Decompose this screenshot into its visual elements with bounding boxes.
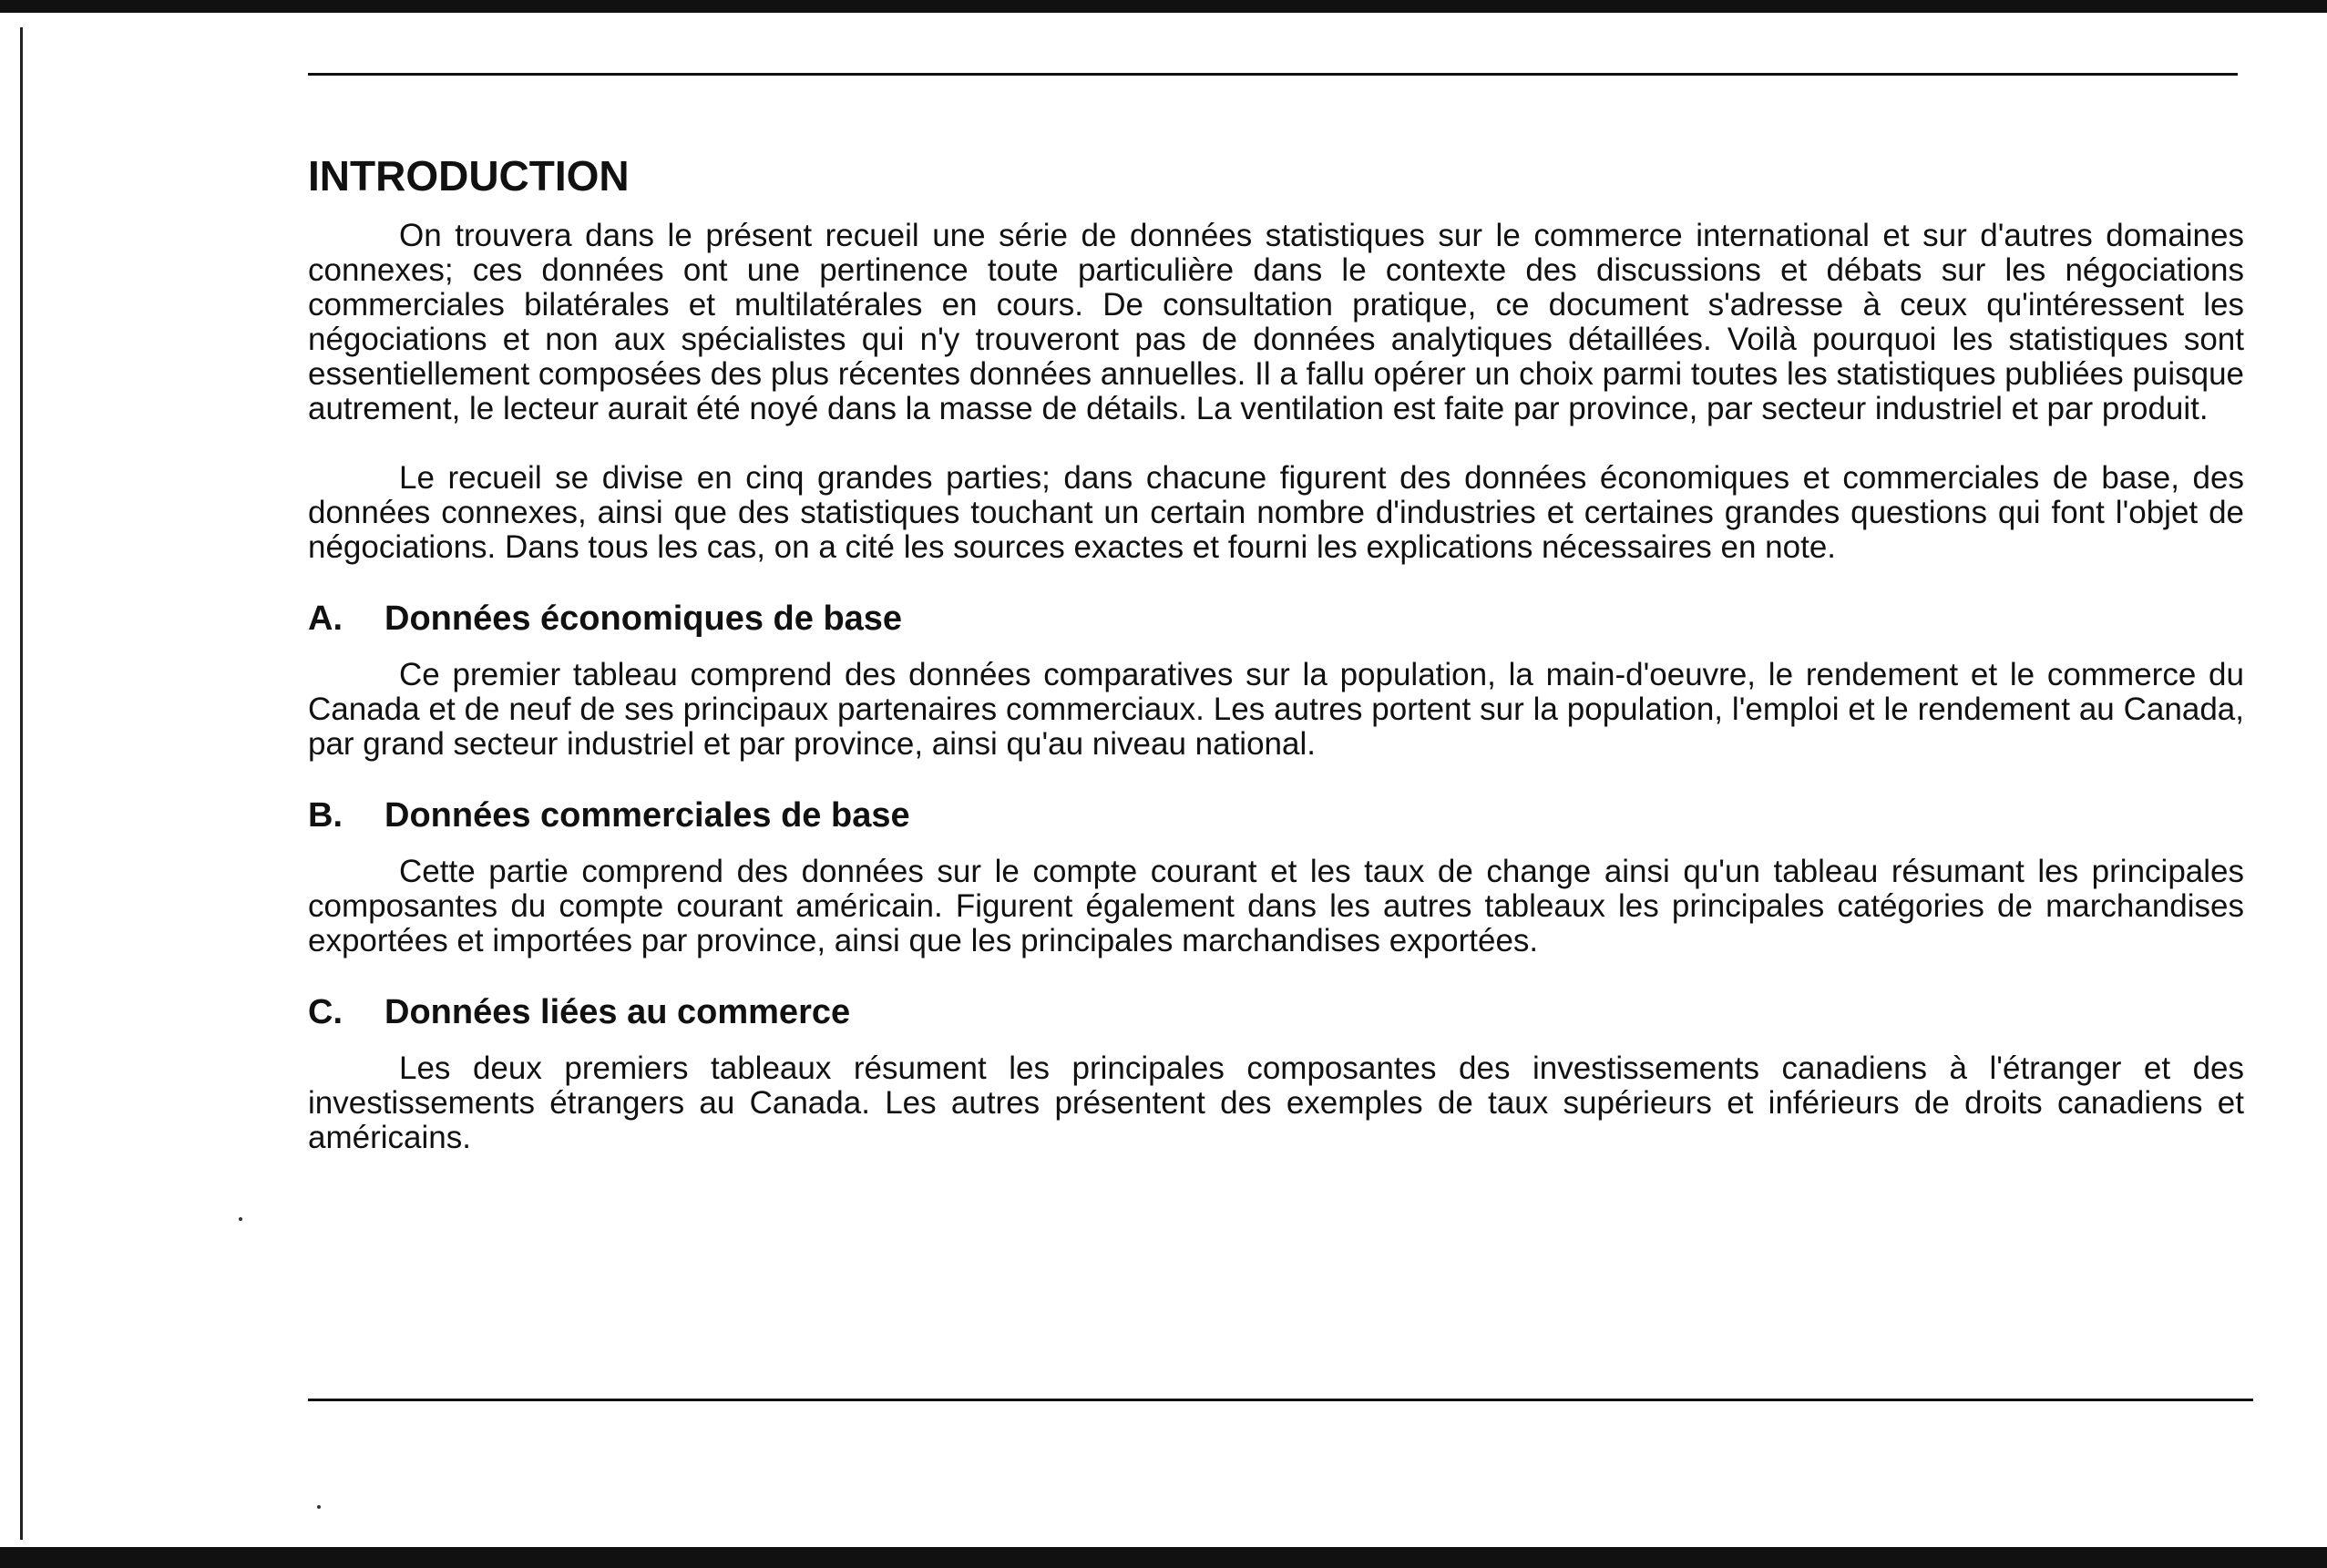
bottom-rule (308, 1399, 2253, 1401)
section-letter: B. (308, 796, 343, 835)
section-b-heading (308, 793, 2244, 838)
section-title: Données commerciales de base (384, 796, 910, 835)
section-a-body: Ce premier tableau comprend des données comparatives sur la population, la main-d'oeuvre, le rendement et le commerce du Canada et de neuf de ses principaux partenaires commerciaux. Les autres portent sur la population, l'emploi et le rendement au Canada, par grand secteur industriel et par province, ainsi qu'au niveau national. (308, 657, 2244, 762)
section-b-body: Cette partie comprend des données sur le compte courant et les taux de change ainsi qu'un tableau résumant les principales composantes du compte courant américain. Figurent également dans les autres tableaux les principales catégories de marchandises exportées et importées par province, ainsi que les principales marchandises exportées. (308, 854, 2244, 958)
section-c-heading (308, 989, 2244, 1035)
scan-border-top (0, 0, 2327, 13)
page-content (308, 146, 2244, 1155)
intro-paragraph-2: Le recueil se divise en cinq grandes parties; dans chacune figurent des données économiques et commerciales de base, des données connexes, ainsi que des statistiques touchant un certain nombre d'industries et certaines grandes questions qui font l'objet de négociations. Dans tous les cas, on a cité les sources exactes et fourni les explications nécessaires en note. (308, 460, 2244, 565)
scan-speck (317, 1505, 321, 1509)
scan-border-left (20, 27, 23, 1540)
section-letter: A. (308, 600, 343, 638)
top-rule (308, 73, 2238, 76)
intro-paragraph-1: On trouvera dans le présent recueil une série de données statistiques sur le commerce international et sur d'autres domaines connexes; ces données ont une pertinence toute particulière dans le contexte des discussions et débats sur les négociations commerciales bilatérales et multilatérales en cours. De consultation pratique, ce document s'adresse à ceux qu'intéressent les négociations et non aux spécialistes qui n'y trouveront pas de données analytiques détaillées. Voilà pourquoi les statistiques sont essentiellement composées des plus récentes données annuelles. Il a fallu opérer un choix parmi toutes les statistiques publiées puisque autrement, le lecteur aurait été noyé dans la masse de détails. La ventilation est faite par province, par secteur industriel et par produit. (308, 218, 2244, 426)
section-title: Données liées au commerce (384, 993, 851, 1031)
scan-border-bottom (0, 1547, 2327, 1568)
paragraph-gap (308, 426, 2244, 461)
page-title: INTRODUCTION (308, 152, 630, 200)
section-c-body: Les deux premiers tableaux résument les principales composantes des investissements canadiens à l'étranger et des investissements étrangers au Canada. Les autres présentent des exemples de taux supérieurs et inférieurs de droits canadiens et américains. (308, 1050, 2244, 1155)
scan-speck (239, 1217, 242, 1221)
section-letter: C. (308, 993, 343, 1031)
section-title: Données économiques de base (384, 600, 903, 638)
section-a-heading (308, 596, 2244, 641)
